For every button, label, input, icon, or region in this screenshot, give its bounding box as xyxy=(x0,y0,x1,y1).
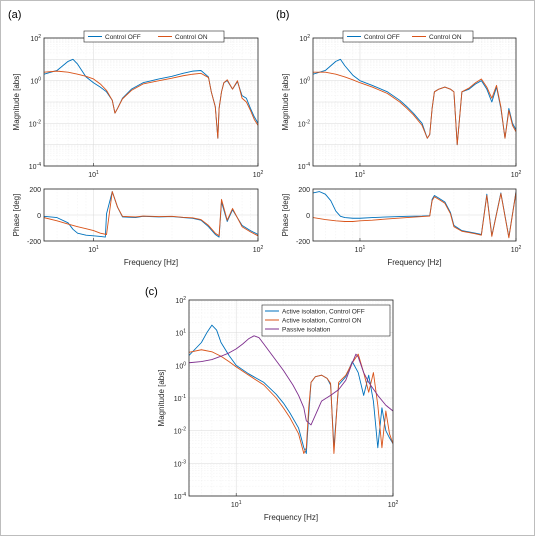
y-tick-label: 200 xyxy=(298,187,310,194)
x-tick-label: $10^2$ xyxy=(510,170,522,179)
panel-label-a: (a) xyxy=(8,9,22,21)
x-tick-label: $10^2$ xyxy=(387,500,399,509)
y-tick-label: $10^{-4}$ xyxy=(28,162,41,171)
x-tick-label: $10^1$ xyxy=(88,245,99,254)
x-axis-label: Frequency [Hz] xyxy=(123,258,179,267)
y-tick-label: -200 xyxy=(26,239,41,246)
x-tick-label: $10^2$ xyxy=(252,245,264,254)
legend-label: Control OFF xyxy=(364,33,400,41)
y-axis-label: Magnitude [abs] xyxy=(281,73,290,131)
y-tick-label: $10^2$ xyxy=(30,34,41,43)
y-tick-label: 0 xyxy=(37,213,41,220)
y-axis-label: Magnitude [abs] xyxy=(157,369,166,427)
y-tick-label: $10^{-2}$ xyxy=(173,426,186,436)
legend-label: Control ON xyxy=(429,33,462,41)
panel-label-b: (b) xyxy=(276,9,290,21)
legend-label: Control ON xyxy=(175,33,208,41)
legend xyxy=(84,31,224,42)
y-tick-label: $10^0$ xyxy=(299,76,310,86)
y-tick-label: $10^{-1}$ xyxy=(173,394,186,403)
x-tick-label: $10^2$ xyxy=(252,170,264,179)
chart-b-mag xyxy=(281,31,522,179)
chart-a-mag xyxy=(12,31,264,179)
chart-a-phase xyxy=(12,187,264,267)
y-tick-label: $10^2$ xyxy=(175,296,186,305)
y-tick-label: $10^0$ xyxy=(30,76,41,86)
y-tick-label: $10^{-2}$ xyxy=(28,119,41,129)
legend-label: Control OFF xyxy=(105,33,141,41)
x-axis-label: Frequency [Hz] xyxy=(263,513,319,522)
y-axis-label: Phase [deg] xyxy=(12,193,21,237)
y-tick-label: $10^{-2}$ xyxy=(297,119,310,129)
legend-label: Passive isolation xyxy=(282,326,331,334)
y-tick-label: $10^0$ xyxy=(175,361,186,371)
legend-label: Active isolation, Control OFF xyxy=(282,308,365,316)
x-axis-label: Frequency [Hz] xyxy=(387,258,442,267)
chart-c-mag xyxy=(157,296,399,522)
chart-b-phase xyxy=(281,187,522,267)
x-tick-label: $10^1$ xyxy=(230,500,242,509)
y-tick-label: $10^{-4}$ xyxy=(173,492,186,501)
y-axis-label: Magnitude [abs] xyxy=(12,73,21,131)
y-tick-label: $10^{-3}$ xyxy=(173,459,186,469)
legend-label: Active isolation, Control ON xyxy=(282,317,362,325)
y-axis-label: Phase [deg] xyxy=(281,193,290,237)
y-tick-label: $10^2$ xyxy=(299,34,310,43)
y-tick-label: $10^{-4}$ xyxy=(297,162,310,171)
y-tick-label: $10^1$ xyxy=(175,328,186,338)
y-tick-label: 200 xyxy=(29,187,41,194)
x-tick-label: $10^2$ xyxy=(510,245,522,254)
panel-label-c: (c) xyxy=(145,286,158,298)
y-tick-label: -200 xyxy=(295,239,310,246)
x-tick-label: $10^1$ xyxy=(354,245,366,254)
legend xyxy=(343,31,473,42)
legend xyxy=(262,305,390,336)
x-tick-label: $10^1$ xyxy=(354,170,366,179)
y-tick-label: 0 xyxy=(306,213,310,220)
x-tick-label: $10^1$ xyxy=(88,170,99,179)
